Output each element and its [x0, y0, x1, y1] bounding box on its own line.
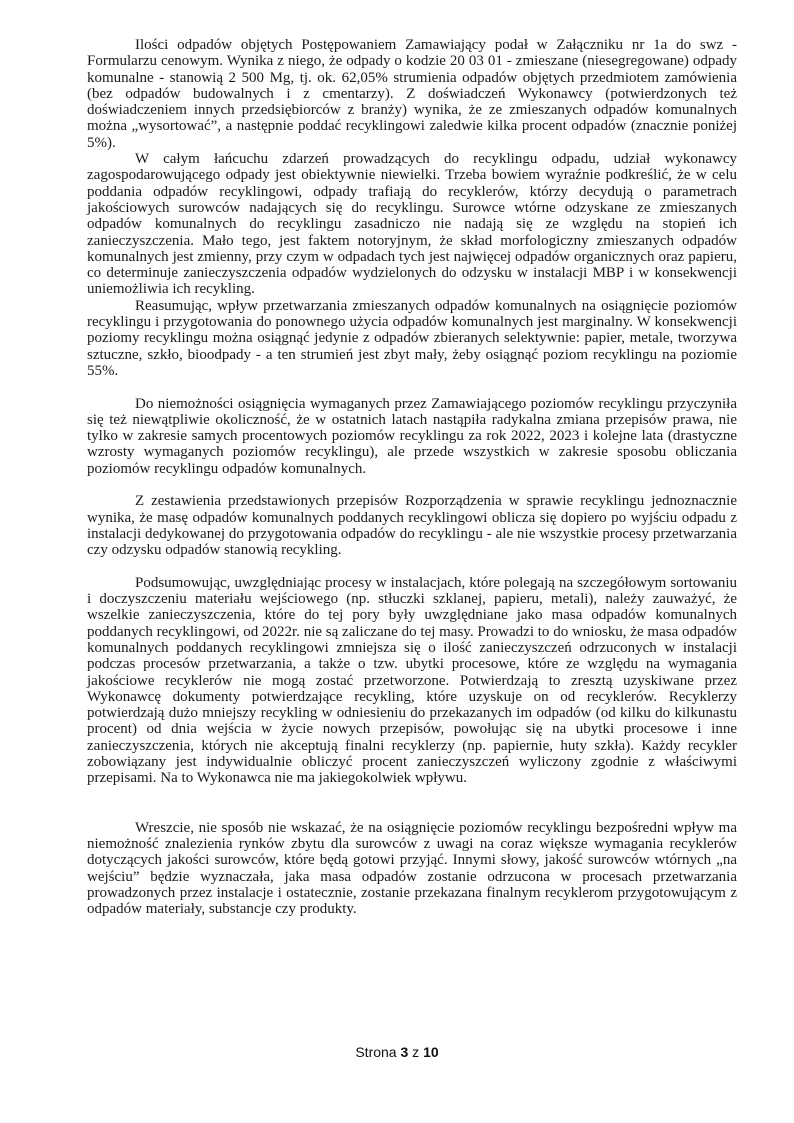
paragraph: W całym łańcuchu zdarzeń prowadzących do recyklingu odpadu, udział wykonawcy zagospodarowującego odpady jest obiektywnie niewielki. Trzeba bowiem wyraźnie podkreślić, że w celu poddania odpadów recyklingowi, odpady trafiają do recyklerów, którzy decydują o parametrach jakościowych surowców nadających się do recyklingu. Surowce wtórne odzyskane ze zmieszanych odpadów komunalnych do recyklingu zasadniczo nie nadają się ze względu na stopień ich zanieczyszczenia. Mało tego, jest faktem notoryjnym, że skład morfologiczny zmieszanych odpadów komunalnych jest zmienny, przy czym w odpadach tych jest najwięcej odpadów organicznych oraz papieru, co determinuje zanieczyszczenia odpadów wydzielonych do odzysku w instalacji MBP i w konsekwencji uniemożliwia ich recykling.: [87, 151, 737, 298]
footer-page-number: 3: [400, 1044, 409, 1060]
document-body: [87, 37, 737, 917]
paragraph: Z zestawienia przedstawionych przepisów Rozporządzenia w sprawie recyklingu jednoznacznie wynika, że masę odpadów komunalnych poddanych recyklingowi oblicza się dopiero po wyjściu odpadu z instalacji dedykowanej do przygotowania odpadów do recyklingu - ale nie wszystkie procesy przetwarzania czy odzysku odpadów stanowią recykling.: [87, 493, 737, 559]
page-footer: [0, 1044, 794, 1060]
paragraph: Do niemożności osiągnięcia wymaganych przez Zamawiającego poziomów recyklingu przyczyniła się też niewątpliwie okoliczność, że w ostatnich latach nastąpiła radykalna zmiana przepisów prawa, nie tylko w zakresie samych procentowych poziomów recyklingu za rok 2022, 2023 i kolejne lata (drastyczne wzrosty wymaganych poziomów recyklingu), ale przede wszystkich w zakresie sposobu obliczania poziomów recyklingu odpadów komunalnych.: [87, 395, 737, 477]
footer-separator: z: [412, 1044, 420, 1060]
paragraph: Reasumując, wpływ przetwarzania zmieszanych odpadów komunalnych na osiągnięcie poziomów recyklingu i przygotowania do ponownego użycia odpadów komunalnych jest marginalny. W konsekwencji poziomy recyklingu można osiągnąć jedynie z odpadów zbieranych selektywnie: papier, metale, tworzywa sztuczne, szkło, bioodpady - a ten strumień jest zbyt mały, żeby osiągnąć poziom recyklingu na poziomie 55%.: [87, 297, 737, 379]
paragraph: Ilości odpadów objętych Postępowaniem Zamawiający podał w Załączniku nr 1a do swz - Formularzu cenowym. Wynika z niego, że odpady o kodzie 20 03 01 - zmieszane (niesegregowane) odpady komunalne - stanowią 2 500 Mg, tj. ok. 62,05% strumienia odpadów objętych przedmiotem zamówienia (bez odpadów budowalnych i z cmentarzy). Z doświadczeń Wykonawcy (potwierdzonych też doświadczeniem innych przedsiębiorców z branży) wynika, że ze zmieszanych odpadów komunalnych można „wysortować”, a następnie poddać recyklingowi zaledwie kilka procent odpadów (znacznie poniżej 5%).: [87, 37, 737, 151]
paragraph: Podsumowując, uwzględniając procesy w instalacjach, które polegają na szczegółowym sortowaniu i doczyszczeniu materiału wejściowego (np. stłuczki szklanej, papieru, metali), należy zauważyć, że wszelkie zanieczyszczenia, które do tej pory były uwzględniane jako masa odpadów komunalnych poddanych recyklingowi, od 2022r. nie są zaliczane do tej masy. Prowadzi to do wniosku, że masa odpadów komunalnych poddanych recyklingowi zmniejsza się o ilość zanieczyszczeń odrzuconych w instalacji podczas procesów przetwarzania, a także o tzw. ubytki procesowe, które ze względu na wymagania jakościowe recyklerów nie mogą zostać przetworzone. Potwierdzają to zresztą uzyskiwane przez Wykonawcę dokumenty potwierdzające recykling, które uzyskuje on od recyklerów. Recyklerzy potwierdzają dużo mniejszy recykling w odniesieniu do przekazanych im odpadów (od kilku do kilkunastu procent) od dnia wejścia w życie nowych przepisów, powołując się na ubytki procesowe i inne zanieczyszczenia, których nie akceptują finalni recyklerzy (np. papiernie, huty szkła). Każdy recykler zobowiązany jest indywidualnie obliczyć procent zanieczyszczeń wyliczony zgodnie z właściwymi przepisami. Na to Wykonawca nie ma jakiegokolwiek wpływu.: [87, 574, 737, 787]
paragraph: Wreszcie, nie sposób nie wskazać, że na osiągnięcie poziomów recyklingu bezpośredni wpływ ma niemożność znalezienia rynków zbytu dla surowców z uwagi na coraz większe wymagania recyklerów dotyczących jakości surowców, które będą gotowi przyjąć. Innymi słowy, jakość surowców wtórnych „na wejściu” będzie wyznaczała, jaka masa odpadów zostanie odrzucona w procesach przetwarzania prowadzonych przez instalacje i ostatecznie, zostanie przekazana finalnym recyklerom przygotowującym z odpadów materiały, substancje czy produkty.: [87, 819, 737, 918]
footer-page-label: Strona: [355, 1044, 397, 1060]
footer-total-pages: 10: [423, 1044, 439, 1060]
